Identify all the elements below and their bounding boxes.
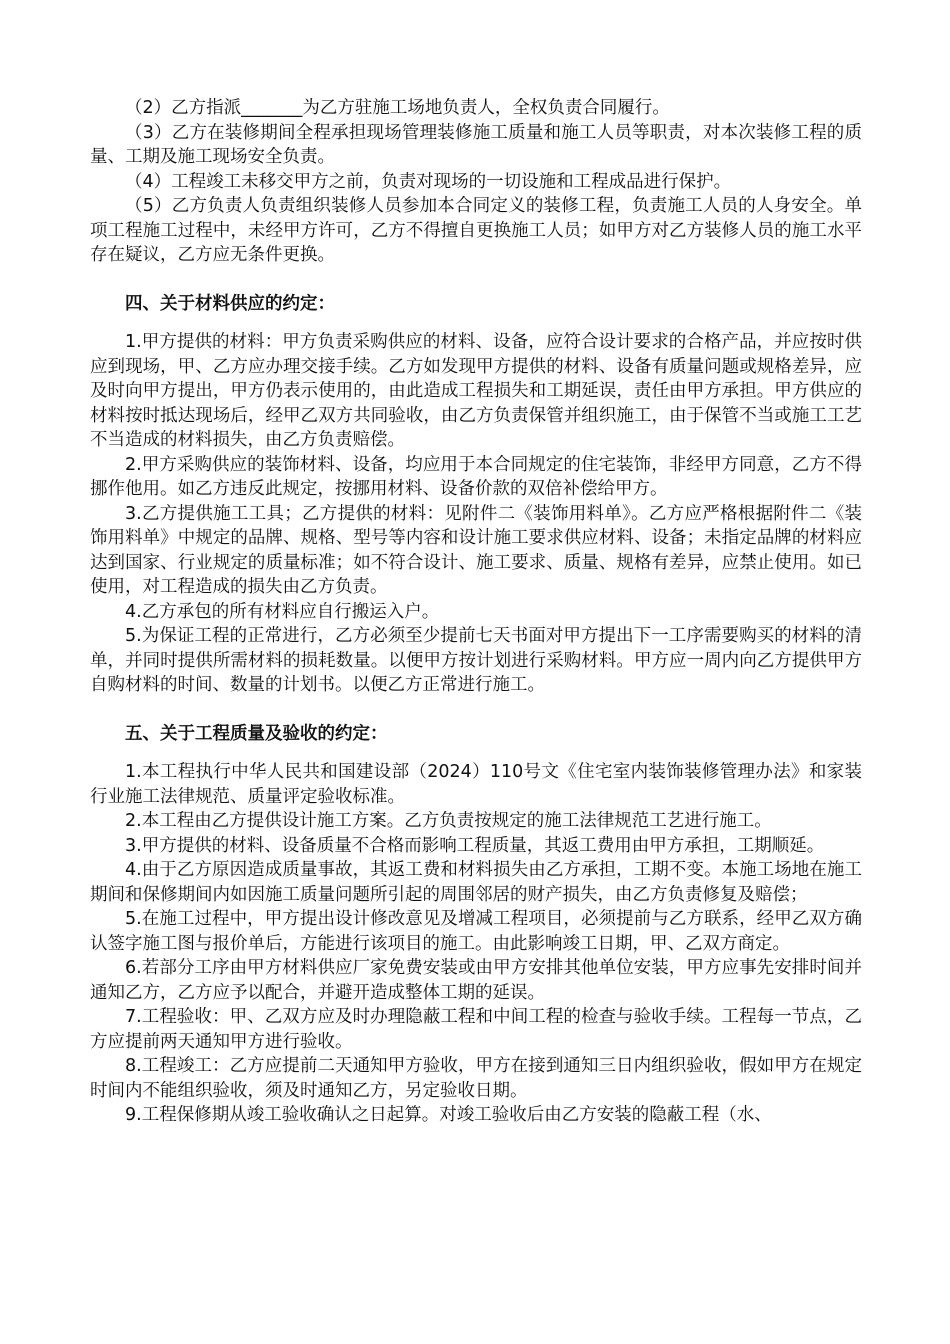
quality-item-6: 6.若部分工序由甲方材料供应厂家免费安装或由甲方安排其他单位安装，甲方应事先安排时间并通知乙方，乙方应予以配合，并避开造成整体工期的延误。 <box>90 958 862 1003</box>
contract-page <box>90 96 862 1128</box>
materials-item-2: 2.甲方采购供应的装饰材料、设备，均应用于本合同规定的住宅装饰，非经甲方同意，乙方不得挪作他用。如乙方违反此规定，按挪用材料、设备价款的双倍补偿给甲方。 <box>90 454 862 499</box>
quality-item-7: 7.工程验收：甲、乙双方应及时办理隐蔽工程和中间工程的检查与验收手续。工程每一节点，乙方应提前两天通知甲方进行验收。 <box>90 1007 862 1052</box>
materials-item-1: 1.甲方提供的材料：甲方负责采购供应的材料、设备，应符合设计要求的合格产品，并应按时供应到现场，甲、乙方应办理交接手续。乙方如发现甲方提供的材料、设备有质量问题或规格差异，应及时向甲方提出，甲方仍表示使用的，由此造成工程损失和工期延误，责任由甲方承担。甲方供应的材料按时抵达现场后，经甲乙双方共同验收，由乙方负责保管并组织施工，由于保管不当或施工工艺不当造成的材料损失，由乙方负责赔偿。 <box>90 332 862 450</box>
quality-item-3: 3.甲方提供的材料、设备质量不合格而影响工程质量，其返工费用由甲方承担，工期顺延。 <box>125 835 825 856</box>
quality-item-9: 9.工程保修期从竣工验收确认之日起算。对竣工验收后由乙方安装的隐蔽工程（水、 <box>125 1105 772 1125</box>
quality-item-5: 5.在施工过程中，甲方提出设计修改意见及增减工程项目，必须提前与乙方联系，经甲乙双方确认签字施工图与报价单后，方能进行该项目的施工。由此影响竣工日期，甲、乙双方商定。 <box>90 909 862 954</box>
quality-item-4: 4.由于乙方原因造成质量事故，其返工费和材料损失由乙方承担，工期不变。本施工场地在施工期间和保修期间内如因施工质量问题所引起的周围邻居的财产损失，由乙方负责修复及赔偿； <box>90 860 862 905</box>
clause-2-2: （3）乙方在装修期间全程承担现场管理装修施工质量和施工人员等职责，对本次装修工程的质量、工期及施工现场安全负责。 <box>90 122 862 167</box>
section-heading-quality: 五、关于工程质量及验收的约定： <box>125 723 388 744</box>
clause-2-1: （2）乙方指派_______为乙方驻施工场地负责人，全权负责合同履行。 <box>125 98 670 118</box>
materials-item-4: 4.乙方承包的所有材料应自行搬运入户。 <box>125 601 440 622</box>
quality-item-1: 1.本工程执行中华人民共和国建设部（2024）110号文《住宅室内装饰装修管理办法》和家装行业施工法律规范、质量评定验收标准。 <box>90 762 862 807</box>
quality-item-8: 8.工程竣工：乙方应提前二天通知甲方验收，甲方在接到通知三日内组织验收，假如甲方在规定时间内不能组织验收，须及时通知乙方，另定验收日期。 <box>90 1056 862 1101</box>
clause-2-4: （5）乙方负责人负责组织装修人员参加本合同定义的装修工程，负责施工人员的人身安全。单项工程施工过程中，未经甲方许可，乙方不得擅自更换施工人员；如甲方对乙方装修人员的施工水平存在疑议，乙方应无条件更换。 <box>90 196 862 265</box>
quality-item-2: 2.本工程由乙方提供设计施工方案。乙方负责按规定的施工法律规范工艺进行施工。 <box>125 811 772 831</box>
materials-item-3: 3.乙方提供施工工具；乙方提供的材料：见附件二《装饰用料单》。乙方应严格根据附件二《装饰用料单》中规定的品牌、规格、型号等内容和设计施工要求供应材料、设备；未指定品牌的材料应达到国家、行业规定的质量标准；如不符合设计、施工要求、质量、规格有差异，应禁止使用。如已使用，对工程造成的损失由乙方负责。 <box>90 503 862 597</box>
section-heading-materials: 四、关于材料供应的约定： <box>125 293 335 314</box>
materials-item-5: 5.为保证工程的正常进行，乙方必须至少提前七天书面对甲方提出下一工序需要购买的材料的清单，并同时提供所需材料的损耗数量。以便甲方按计划进行采购材料。甲方应一周内向乙方提供甲方自购材料的时间、数量的计划书。以便乙方正常进行施工。 <box>90 626 862 695</box>
clause-2-3: （4）工程竣工未移交甲方之前，负责对现场的一切设施和工程成品进行保护。 <box>125 171 732 192</box>
